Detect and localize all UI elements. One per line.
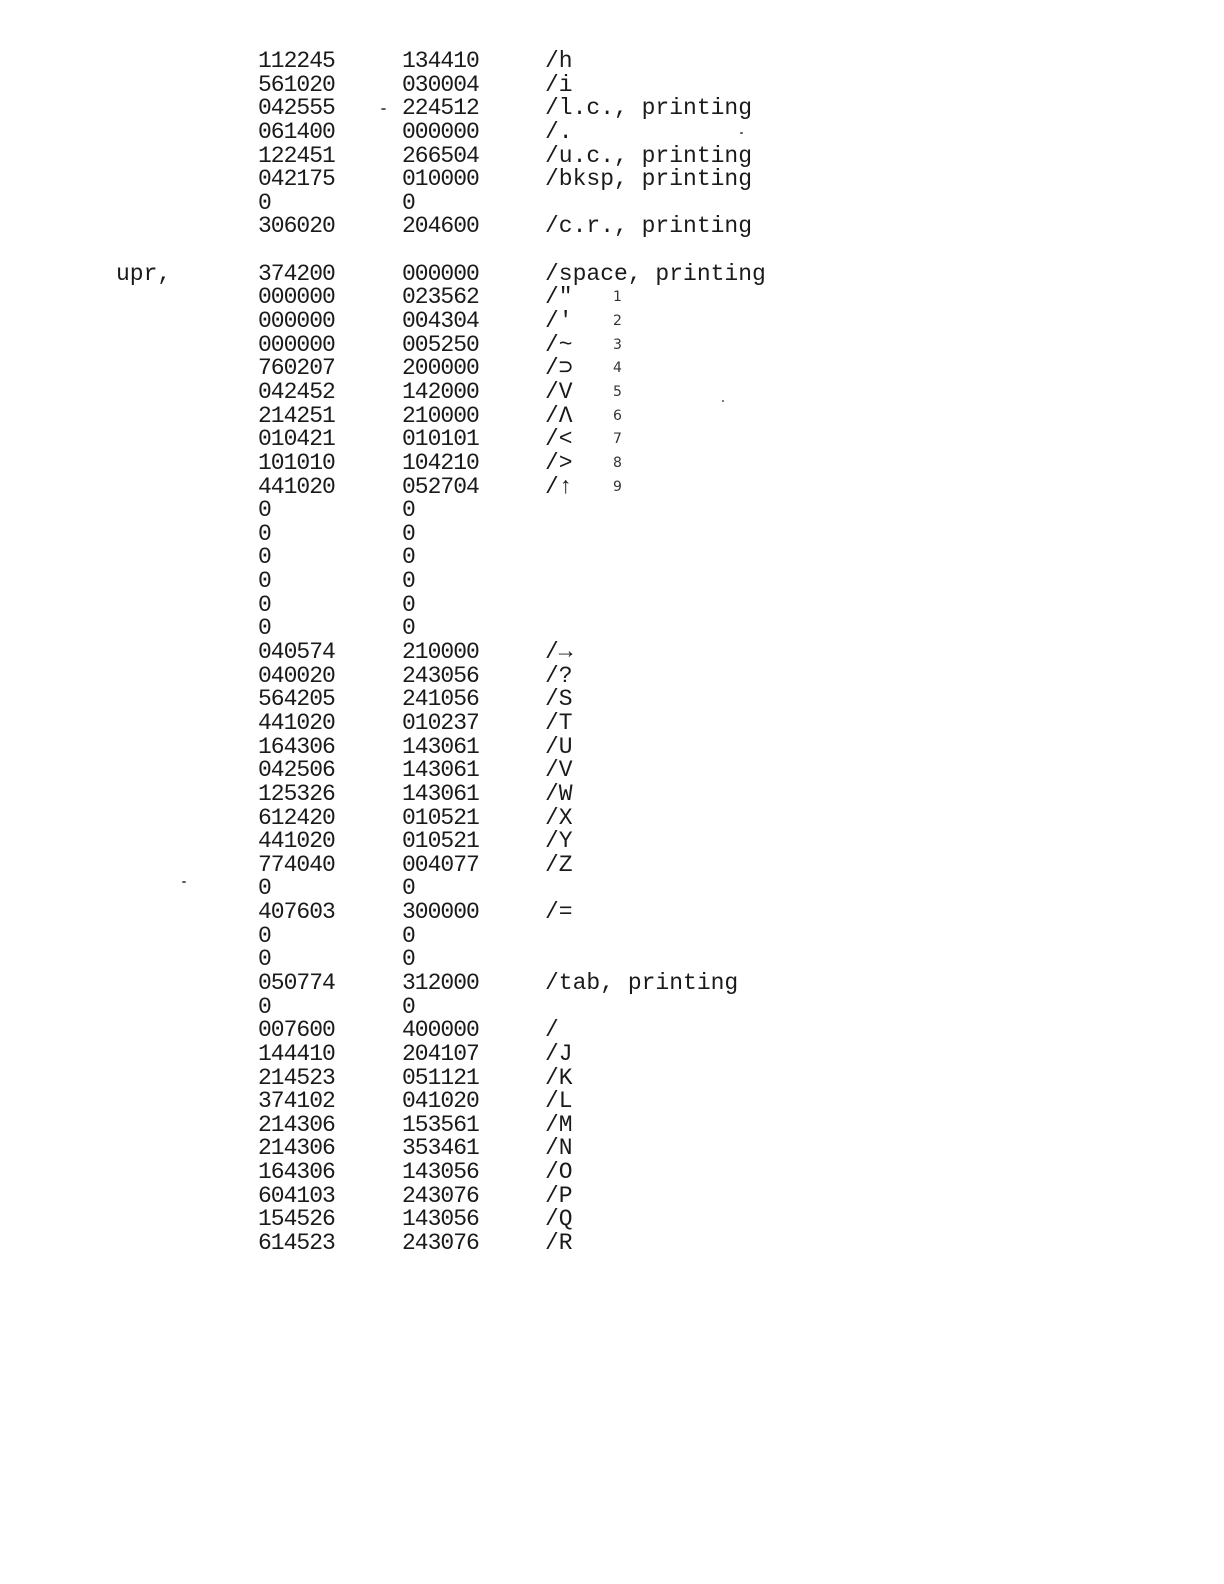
octal-word-right: 210000 [402, 402, 479, 429]
comment-text: /" [545, 284, 573, 311]
paper-speck [182, 881, 186, 883]
octal-word-left: 561020 [258, 71, 335, 98]
octal-word-left: 374102 [258, 1088, 335, 1115]
comment-text: /c.r., printing [545, 213, 753, 240]
comment-text: /↑ [545, 473, 573, 500]
octal-word-right: 224512 [402, 95, 479, 122]
comment-text: /~ [545, 331, 573, 358]
paper-speck [722, 400, 724, 402]
octal-word-right: 400000 [402, 1017, 479, 1044]
octal-word-left: 612420 [258, 804, 335, 831]
octal-word-left: 154526 [258, 1206, 335, 1233]
listing-row [258, 877, 898, 901]
comment [545, 804, 875, 831]
listing-row [258, 662, 898, 689]
comment-text: /h [545, 48, 573, 74]
octal-word-right: 243076 [402, 1182, 479, 1209]
comment [545, 168, 875, 192]
handwritten-number: 2 [613, 313, 622, 330]
octal-word-left: 112245 [258, 48, 335, 74]
octal-word-left: 0 [258, 993, 271, 1020]
comment-text: /K [545, 1064, 573, 1091]
comment [545, 1182, 875, 1209]
octal-word-left: 614523 [258, 1230, 335, 1257]
comment-text: /' [545, 308, 573, 335]
comment-text: /? [545, 662, 573, 689]
handwritten-number: 8 [613, 454, 622, 471]
octal-word-right: 143061 [402, 780, 479, 807]
octal-word-right: 0 [402, 922, 415, 949]
comment [545, 50, 875, 74]
octal-word-right: 010000 [402, 166, 479, 193]
comment-text: /X [545, 804, 573, 831]
comment [545, 310, 875, 334]
listing-row [258, 1137, 898, 1161]
comment-text: /space, printing [545, 260, 766, 287]
comment [545, 1137, 875, 1161]
octal-word-right: 005250 [402, 331, 479, 358]
listing-row [258, 1064, 898, 1091]
octal-word-left: 760207 [258, 355, 335, 382]
listing-row [258, 378, 898, 405]
comment [545, 969, 875, 996]
octal-word-left: 0 [258, 591, 271, 618]
comment-text: /l.c., printing [545, 95, 753, 122]
comment [545, 901, 875, 925]
octal-word-left: 125326 [258, 780, 335, 807]
listing-row [258, 402, 898, 429]
octal-word-right: 142000 [402, 378, 479, 405]
comment-text: /S [545, 686, 573, 713]
listing-row [258, 993, 898, 1020]
octal-word-left: 0 [258, 946, 271, 973]
octal-word-left: 164306 [258, 733, 335, 760]
listing-row [258, 357, 898, 381]
listing-row [258, 733, 898, 760]
upr-label: upr, [116, 261, 172, 287]
octal-word-right: 0 [402, 189, 415, 216]
comment [545, 1232, 875, 1256]
octal-word-left: 0 [258, 520, 271, 547]
octal-word-left: 0 [258, 922, 271, 949]
comment-text: /V [545, 378, 573, 405]
handwritten-number: 9 [613, 478, 622, 495]
octal-word-left: 441020 [258, 473, 335, 500]
listing-row [258, 709, 898, 736]
comment [545, 688, 875, 712]
octal-word-left: 144410 [258, 1040, 335, 1067]
listing-row [258, 830, 898, 854]
handwritten-number: 4 [613, 360, 622, 377]
listing-row [258, 142, 898, 169]
listing-row [258, 168, 898, 192]
listing-row [258, 499, 898, 523]
paper-speck [381, 108, 386, 110]
comment-text: /. [545, 118, 573, 145]
handwritten-number: 1 [613, 289, 622, 306]
comment-text: /< [545, 426, 573, 453]
comment [545, 449, 875, 476]
listing-row [258, 851, 898, 878]
comment [545, 1208, 875, 1232]
listing-row [258, 1090, 898, 1114]
octal-word-left: 040574 [258, 639, 335, 666]
comment-text: /V [545, 757, 573, 784]
octal-word-right: 030004 [402, 71, 479, 98]
comment [545, 1161, 875, 1185]
octal-word-right: 241056 [402, 686, 479, 713]
octal-word-left: 214306 [258, 1135, 335, 1162]
listing-row [258, 118, 898, 145]
comment-text: /= [545, 899, 573, 926]
listing-row [258, 641, 898, 665]
octal-word-left: 101010 [258, 449, 335, 476]
listing-row [258, 520, 898, 547]
listing-row [258, 215, 898, 239]
listing-row [258, 1232, 898, 1256]
handwritten-number: 7 [613, 431, 622, 448]
octal-word-left: 000000 [258, 308, 335, 335]
comment [545, 1019, 875, 1043]
listing-row [258, 546, 898, 570]
listing-row [258, 759, 898, 783]
octal-word-left: 007600 [258, 1017, 335, 1044]
listing-row [258, 1040, 898, 1067]
comment-text: /W [545, 780, 573, 807]
listing-row [258, 189, 898, 216]
octal-word-left: 0 [258, 497, 271, 524]
listing-row [258, 591, 898, 618]
octal-word-right: 143061 [402, 733, 479, 760]
octal-word-left: 040020 [258, 662, 335, 689]
octal-word-right: 0 [402, 591, 415, 618]
octal-word-left: 214306 [258, 1111, 335, 1138]
octal-word-left: 000000 [258, 331, 335, 358]
octal-word-right: 134410 [402, 48, 479, 74]
comment-text: /J [545, 1040, 573, 1067]
listing-row [258, 1208, 898, 1232]
comment-text: /R [545, 1230, 573, 1257]
handwritten-number: 3 [613, 336, 622, 353]
octal-word-left: 441020 [258, 828, 335, 855]
listing-row [258, 1161, 898, 1185]
octal-word-left: 050774 [258, 969, 335, 996]
octal-word-left: 042175 [258, 166, 335, 193]
octal-word-left: 122451 [258, 142, 335, 169]
listing-row [258, 1111, 898, 1138]
octal-word-right: 041020 [402, 1088, 479, 1115]
listing-row [258, 286, 898, 310]
listing-row [258, 428, 898, 452]
octal-word-left: 042506 [258, 757, 335, 784]
comment-text: /U [545, 733, 573, 760]
octal-word-right: 312000 [402, 969, 479, 996]
octal-word-left: 0 [258, 189, 271, 216]
comment-text: /O [545, 1159, 573, 1186]
octal-word-right: 243076 [402, 1230, 479, 1257]
octal-word-right: 266504 [402, 142, 479, 169]
octal-word-left: 214523 [258, 1064, 335, 1091]
octal-word-right: 010521 [402, 828, 479, 855]
comment-text: /u.c., printing [545, 142, 753, 169]
octal-word-right: 052704 [402, 473, 479, 500]
octal-word-right: 010521 [402, 804, 479, 831]
comment [545, 851, 875, 878]
comment [545, 1111, 875, 1138]
listing-row [258, 71, 898, 98]
comment [545, 1064, 875, 1091]
comment [545, 215, 875, 239]
comment [545, 260, 875, 287]
octal-word-left: 042555 [258, 95, 335, 122]
listing-row [258, 617, 898, 641]
comment-text: / [545, 1017, 559, 1044]
listing-row [258, 97, 898, 121]
octal-word-right: 000000 [402, 118, 479, 145]
octal-word-left: 010421 [258, 426, 335, 453]
comment-text: /⊃ [545, 355, 573, 382]
comment [545, 428, 875, 452]
comment [545, 709, 875, 736]
octal-word-right: 104210 [402, 449, 479, 476]
comment-text: /> [545, 449, 573, 476]
octal-word-right: 000000 [402, 260, 479, 287]
listing-row [258, 804, 898, 831]
comment-text: /Λ [545, 402, 573, 429]
octal-word-left: 604103 [258, 1182, 335, 1209]
comment [545, 286, 875, 310]
listing-row [258, 1019, 898, 1043]
comment [545, 641, 875, 665]
listing-row [258, 50, 898, 74]
comment [545, 142, 875, 169]
comment-text: /P [545, 1182, 573, 1209]
listing-row [258, 260, 898, 287]
comment-text: /bksp, printing [545, 166, 753, 193]
listing-row [258, 331, 898, 358]
listing-row [258, 688, 898, 712]
octal-word-left: 0 [258, 544, 271, 571]
octal-word-right: 200000 [402, 355, 479, 382]
octal-word-left: 306020 [258, 213, 335, 240]
octal-word-right: 353461 [402, 1135, 479, 1162]
handwritten-number: 6 [613, 407, 622, 424]
octal-listing [258, 50, 898, 1256]
octal-word-right: 143056 [402, 1159, 479, 1186]
octal-word-left: 061400 [258, 118, 335, 145]
octal-word-right: 204107 [402, 1040, 479, 1067]
listing-row [258, 310, 898, 334]
comment [545, 331, 875, 358]
comment [545, 662, 875, 689]
octal-word-left: 0 [258, 568, 271, 595]
octal-word-left: 0 [258, 615, 271, 642]
comment [545, 97, 875, 121]
comment [545, 1090, 875, 1114]
listing-row [258, 780, 898, 807]
comment-text: /Y [545, 828, 573, 855]
listing-row [258, 948, 898, 972]
octal-word-right: 010101 [402, 426, 479, 453]
octal-word-left: 564205 [258, 686, 335, 713]
comment-text: /T [545, 709, 573, 736]
comment [545, 759, 875, 783]
comment-text: /tab, printing [545, 969, 739, 996]
comment [545, 378, 875, 405]
octal-word-right: 143056 [402, 1206, 479, 1233]
handwritten-number: 5 [613, 383, 622, 400]
comment [545, 1040, 875, 1067]
octal-word-left: 774040 [258, 851, 335, 878]
listing-row [258, 570, 898, 594]
octal-word-right: 210000 [402, 639, 479, 666]
octal-word-right: 004077 [402, 851, 479, 878]
octal-word-right: 0 [402, 497, 415, 524]
comment-text: /Q [545, 1206, 573, 1233]
listing-row [258, 901, 898, 925]
octal-word-right: 023562 [402, 284, 479, 311]
comment-text: /N [545, 1135, 573, 1162]
octal-word-right: 300000 [402, 899, 479, 926]
paper-speck [740, 132, 743, 134]
octal-word-left: 0 [258, 875, 271, 902]
listing-row [258, 969, 898, 996]
comment [545, 780, 875, 807]
octal-word-right: 153561 [402, 1111, 479, 1138]
octal-word-right: 0 [402, 544, 415, 571]
octal-word-right: 0 [402, 875, 415, 902]
octal-word-left: 042452 [258, 378, 335, 405]
octal-word-left: 214251 [258, 402, 335, 429]
comment-text: /Z [545, 851, 573, 878]
comment [545, 830, 875, 854]
comment [545, 71, 875, 98]
octal-word-right: 143061 [402, 757, 479, 784]
comment-text: /L [545, 1088, 573, 1115]
listing-row [258, 922, 898, 949]
octal-word-right: 051121 [402, 1064, 479, 1091]
octal-word-right: 0 [402, 946, 415, 973]
comment [545, 733, 875, 760]
octal-word-left: 374200 [258, 260, 335, 287]
octal-word-right: 0 [402, 993, 415, 1020]
comment [545, 402, 875, 429]
octal-word-right: 004304 [402, 308, 479, 335]
comment [545, 357, 875, 381]
octal-word-left: 441020 [258, 709, 335, 736]
octal-word-right: 0 [402, 615, 415, 642]
comment [545, 473, 875, 500]
comment-text: /→ [545, 639, 573, 666]
listing-row [258, 473, 898, 500]
octal-word-right: 0 [402, 520, 415, 547]
octal-word-right: 010237 [402, 709, 479, 736]
comment [545, 118, 875, 145]
octal-word-left: 164306 [258, 1159, 335, 1186]
comment-text: /M [545, 1111, 573, 1138]
octal-word-right: 204600 [402, 213, 479, 240]
octal-word-left: 000000 [258, 284, 335, 311]
octal-word-left: 407603 [258, 899, 335, 926]
octal-word-right: 0 [402, 568, 415, 595]
listing-row [258, 239, 898, 263]
octal-word-right: 243056 [402, 662, 479, 689]
listing-row [258, 449, 898, 476]
listing-row [258, 1182, 898, 1209]
comment-text: /i [545, 71, 573, 98]
